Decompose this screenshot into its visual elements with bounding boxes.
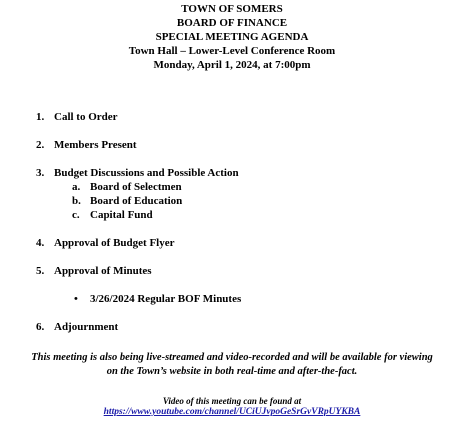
agenda-item-text: Approval of Budget Flyer	[54, 237, 175, 249]
agenda-subitem-text: Board of Education	[90, 195, 183, 207]
agenda-subitem-letter: a.	[72, 181, 81, 193]
agenda-item	[36, 320, 456, 334]
agenda-item-number: 1.	[36, 111, 45, 123]
agenda-item-text: Budget Discussions and Possible Action	[54, 167, 239, 179]
agenda-subitem	[36, 180, 456, 194]
agenda-item	[36, 264, 456, 278]
agenda-subitem-letter: c.	[72, 209, 80, 221]
agenda-item-number: 6.	[36, 321, 45, 333]
agenda-bullet	[36, 292, 456, 306]
agenda-subitem	[36, 208, 456, 222]
video-note: Video of this meeting can be found at	[162, 396, 302, 406]
agenda-list	[36, 110, 456, 334]
agenda-item	[36, 110, 456, 124]
town-name: TOWN OF SOMERS	[181, 3, 283, 15]
agenda-item-number: 5.	[36, 265, 45, 277]
youtube-link[interactable]: https://www.youtube.com/channel/UCiUJvpoGeSrGvVRpUYKBA	[103, 407, 361, 417]
agenda-item-number: 2.	[36, 139, 45, 151]
bullet-icon: •	[74, 293, 78, 305]
agenda-subitem-text: Capital Fund	[90, 209, 153, 221]
agenda-item-number: 4.	[36, 237, 45, 249]
notice-line: on the Town’s website in both real-time and after-the-fact.	[106, 366, 358, 377]
livestream-notice	[0, 351, 464, 379]
agenda-subitem-text: Board of Selectmen	[90, 181, 182, 193]
agenda-item	[36, 166, 456, 180]
agenda-bullet-text: 3/26/2024 Regular BOF Minutes	[90, 293, 242, 305]
agenda-subitem	[36, 194, 456, 208]
notice-line: This meeting is also being live-streamed and video-recorded and will be available for viewing	[31, 352, 433, 363]
agenda-item-text: Approval of Minutes	[54, 265, 152, 277]
meeting-location: Town Hall – Lower-Level Conference Room	[128, 45, 336, 57]
agenda-item-text: Call to Order	[54, 111, 118, 123]
video-link-line	[0, 406, 464, 419]
agenda-header	[0, 2, 464, 72]
agenda-item-text: Adjournment	[54, 321, 119, 333]
agenda-item	[36, 138, 456, 152]
agenda-subitem-letter: b.	[72, 195, 81, 207]
agenda-item	[36, 236, 456, 250]
agenda-item-text: Members Present	[54, 139, 137, 151]
board-name: BOARD OF FINANCE	[176, 17, 288, 29]
agenda-item-number: 3.	[36, 167, 45, 179]
meeting-type: SPECIAL MEETING AGENDA	[155, 31, 309, 43]
meeting-datetime: Monday, April 1, 2024, at 7:00pm	[153, 59, 311, 71]
